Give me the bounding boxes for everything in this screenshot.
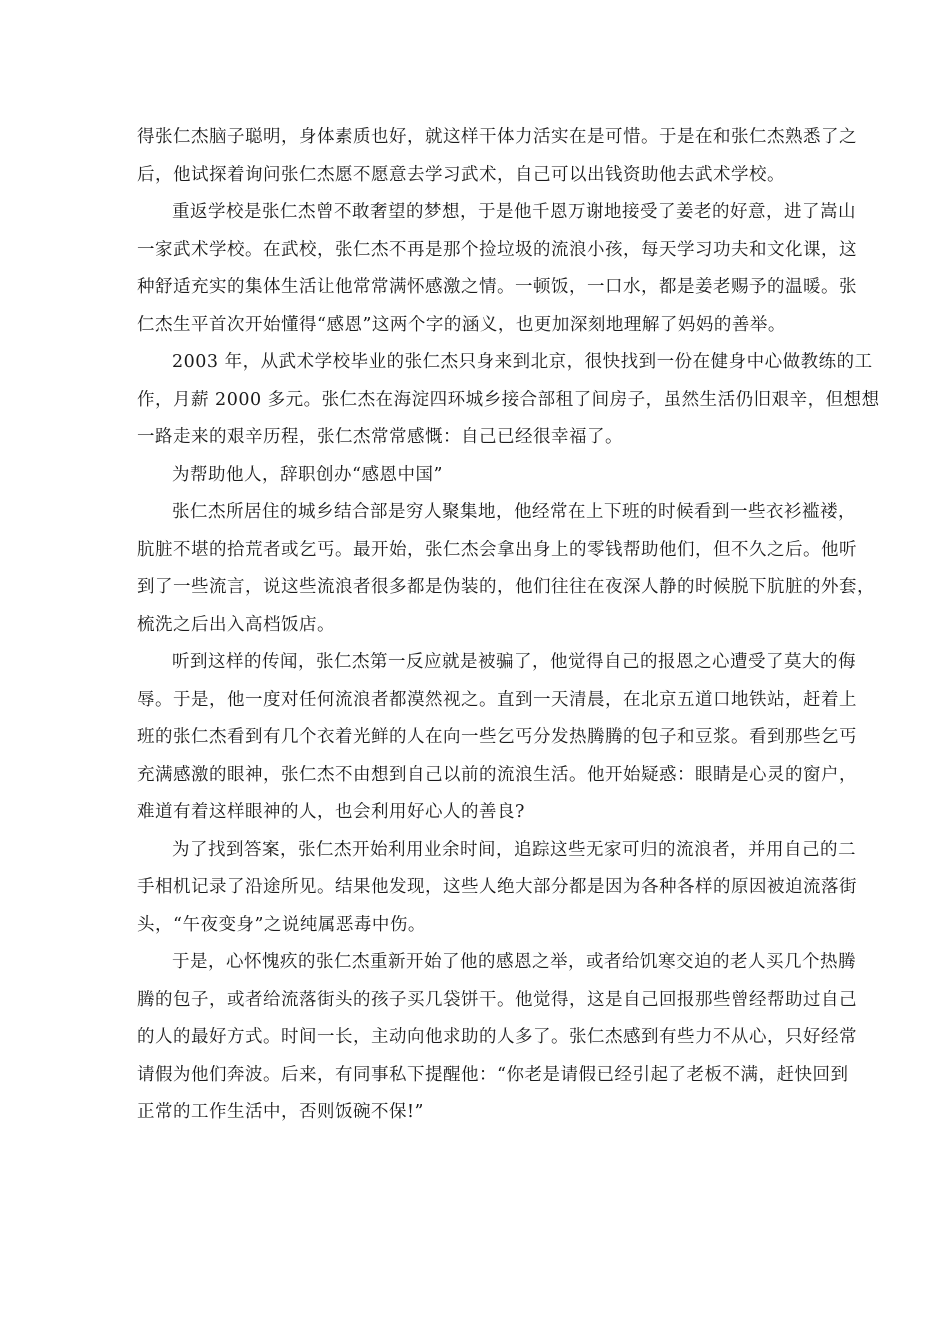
text-line: 为了找到答案，张仁杰开始利用业余时间，追踪这些无家可归的流浪者，并用自己的二: [172, 839, 856, 860]
text-line: 班的张仁杰看到有几个衣着光鲜的人在向一些乞丐分发热腾腾的包子和豆浆。看到那些乞丐: [137, 727, 857, 747]
text-line: 手相机记录了沿途所见。结果他发现，这些人绝大部分都是因为各种各样的原因被迫流落街: [137, 877, 857, 897]
text-line: 腾的包子，或者给流落街头的孩子买几袋饼干。他觉得，这是自己回报那些曾经帮助过自己: [137, 989, 857, 1010]
text-line: 听到这样的传闻，张仁杰第一反应就是被骗了，他觉得自己的报恩之心遭受了莫大的侮: [172, 652, 856, 672]
text-line: 仁杰生平首次开始懂得“感恩”这两个字的涵义，也更加深刻地理解了妈妈的善举。: [137, 314, 786, 335]
text-line: 梳洗之后出入高档饭店。: [137, 614, 335, 635]
text-line: 辱。于是，他一度对任何流浪者都漠然视之。直到一天清晨，在北京五道口地铁站，赶着上: [137, 689, 857, 710]
text-line: 充满感激的眼神，张仁杰不由想到自己以前的流浪生活。他开始疑惑：眼睛是心灵的窗户，: [137, 764, 857, 785]
text-line: 后，他试探着询问张仁杰愿不愿意去学习武术，自己可以出钱资助他去武术学校。: [137, 164, 785, 185]
text-line: 的人的最好方式。时间一长，主动向他求助的人多了。张仁杰感到有些力不从心，只好经常: [137, 1027, 857, 1047]
text-line: 一家武术学校。在武校，张仁杰不再是那个捡垃圾的流浪小孩，每天学习功夫和文化课，这: [137, 239, 857, 260]
text-line: 张仁杰所居住的城乡结合部是穷人聚集地，他经常在上下班的时候看到一些衣衫褴褛，: [172, 502, 856, 522]
text-line: 正常的工作生活中，否则饭碗不保!”: [137, 1102, 424, 1122]
text-line: 为帮助他人，辞职创办“感恩中国”: [172, 464, 443, 485]
text-line: 于是，心怀愧疚的张仁杰重新开始了他的感恩之举，或者给饥寒交迫的老人买几个热腾: [172, 952, 856, 972]
text-line: 种舒适充实的集体生活让他常常满怀感激之情。一顿饭，一口水，都是姜老赐予的温暖。张: [137, 277, 857, 297]
text-line: 到了一些流言，说这些流浪者很多都是伪装的，他们往往在夜深人静的时候脱下肮脏的外套，: [137, 577, 875, 597]
text-line: 一路走来的艰辛历程，张仁杰常常感慨：自己已经很幸福了。: [137, 427, 623, 447]
text-line: 重返学校是张仁杰曾不敢奢望的梦想，于是他千恩万谢地接受了姜老的好意，进了嵩山: [172, 202, 856, 222]
text-line: 肮脏不堪的拾荒者或乞丐。最开始，张仁杰会拿出身上的零钱帮助他们，但不久之后。他听: [137, 539, 857, 560]
text-line: 头，“午夜变身”之说纯属恶毒中伤。: [137, 914, 426, 935]
text-line: 请假为他们奔波。后来，有同事私下提醒他：“你老是请假已经引起了老板不满，赶快回到: [137, 1064, 849, 1085]
text-line: 2003 年，从武术学校毕业的张仁杰只身来到北京，很快找到一份在健身中心做教练的工: [172, 352, 873, 372]
text-line: 难道有着这样眼神的人，也会利用好心人的善良?: [137, 802, 525, 822]
text-line: 作，月薪 2000 多元。张仁杰在海淀四环城乡接合部租了间房子，虽然生活仍旧艰辛，但想想: [137, 389, 880, 410]
article-body: [137, 119, 880, 1132]
text-line: 得张仁杰脑子聪明，身体素质也好，就这样干体力活实在是可惜。于是在和张仁杰熟悉了之: [137, 127, 857, 147]
